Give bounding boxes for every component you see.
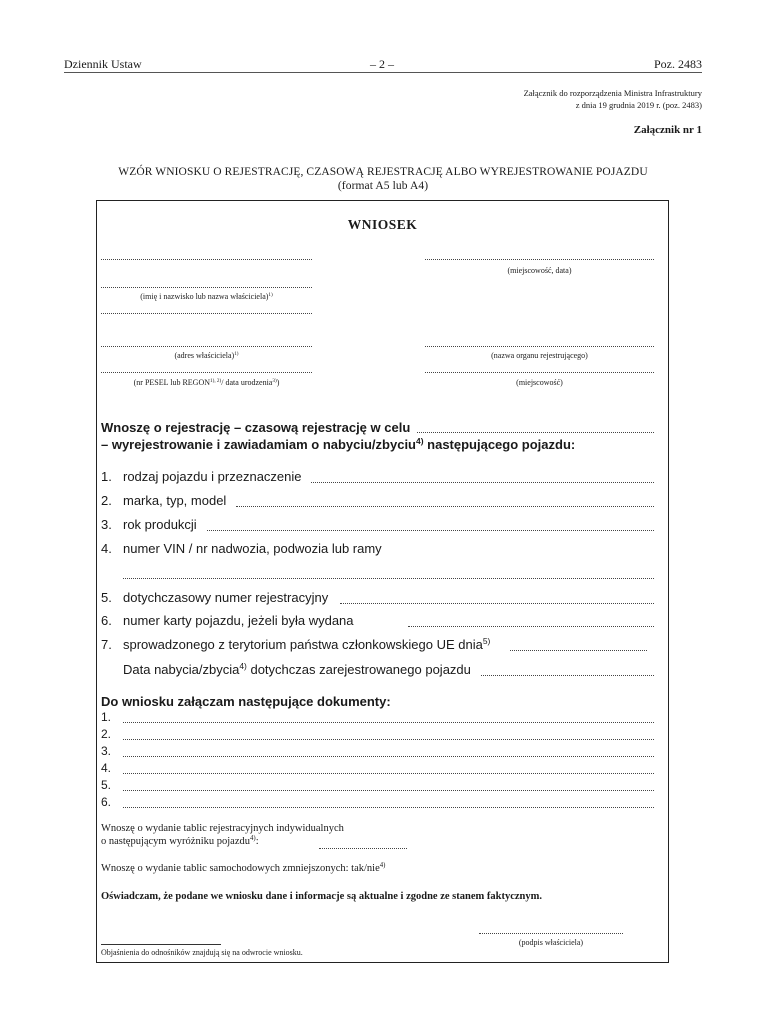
owner-name-line-1[interactable] [101, 259, 312, 260]
attachment-number: 1. [101, 710, 112, 724]
item-number: 1. [101, 469, 112, 484]
attachment-line-3[interactable] [123, 756, 654, 757]
purchase-date-label: Data nabycia/zbycia$^{4)}$ dotychczas zarejestrowanego pojazdu [123, 660, 471, 677]
item-number: 3. [101, 517, 112, 532]
owner-address-line-2[interactable] [101, 346, 312, 347]
attachment-number: 3. [101, 744, 112, 758]
annex-label: Załącznik nr 1 [633, 124, 702, 136]
owner-address-caption: (adres właściciela)$^{1)}$ [174, 350, 239, 360]
item-7-field[interactable] [510, 650, 647, 651]
item-label: sprowadzonego z terytorium państwa członkowskiego UE dnia$^{5)}$ [123, 635, 491, 652]
page-number: – 2 – [370, 57, 394, 71]
item-label: rodzaj pojazdu i przeznaczenie [123, 469, 302, 484]
item-4-field[interactable] [123, 578, 654, 579]
annex-note-line2: z dnia 19 grudnia 2019 r. (poz. 2483) [575, 100, 702, 110]
attachment-line-5[interactable] [123, 790, 654, 791]
attachment-number: 2. [101, 727, 112, 741]
item-5-field[interactable] [340, 603, 654, 604]
item-label: numer karty pojazdu, jeżeli była wydana [123, 613, 354, 628]
item-number: 2. [101, 493, 112, 508]
place-date-caption: (miejscowość, data) [507, 266, 572, 275]
plates-field[interactable] [319, 848, 407, 849]
item-1-field[interactable] [311, 482, 654, 483]
footnote-rule [101, 944, 221, 945]
attachment-number: 4. [101, 761, 112, 775]
attachment-line-2[interactable] [123, 739, 654, 740]
owner-address-line-1[interactable] [101, 313, 312, 314]
pesel-line[interactable] [101, 372, 312, 373]
place-date-line[interactable] [425, 259, 654, 260]
owner-name-caption: (imię i nazwisko lub nazwa właściciela)$^{1)}$ [140, 291, 273, 301]
request-purpose-line[interactable] [417, 432, 654, 433]
place-line[interactable] [425, 372, 654, 373]
form-heading: WNIOSEK [347, 217, 418, 232]
signature-caption: (podpis właściciela) [518, 938, 584, 947]
purchase-date-field[interactable] [481, 675, 654, 676]
form-format: (format A5 lub A4) [337, 180, 429, 192]
plates-line-2: o następującym wyróżniku pojazdu$^{4)}$: [101, 834, 259, 847]
item-label: marka, typ, model [123, 493, 227, 508]
authority-caption: (nazwa organu rejestrującego) [491, 351, 588, 360]
reduced-plates: Wnoszę o wydanie tablic samochodowych zmniejszonych: tak/nie$^{4)}$ [101, 861, 386, 874]
header-rule [64, 72, 702, 73]
attachment-line-6[interactable] [123, 807, 654, 808]
item-label: dotychczasowy numer rejestracyjny [123, 590, 329, 605]
attachment-number: 5. [101, 778, 112, 792]
request-line-1: Wnoszę o rejestrację – czasową rejestrację w celu [101, 420, 411, 435]
pesel-caption: (nr PESEL lub $REGON^{1), 2)}/$ data urodzenia$^{3)}$) [133, 377, 280, 387]
form-title: WZÓR WNIOSKU O REJESTRACJĘ, CZASOWĄ REJESTRACJĘ ALBO WYREJESTROWANIE POJAZDU [118, 166, 648, 178]
position-number: Poz. 2483 [654, 57, 702, 71]
authority-line[interactable] [425, 346, 654, 347]
attachment-number: 6. [101, 795, 112, 809]
owner-name-line-2[interactable] [101, 287, 312, 288]
item-6-field[interactable] [408, 626, 654, 627]
plates-line-1: Wnoszę o wydanie tablic rejestracyjnych indywidualnych [101, 823, 344, 834]
attachment-line-4[interactable] [123, 773, 654, 774]
declaration: Oświadczam, że podane we wniosku dane i informacje są aktualne i zgodne ze stanem faktycznym. [101, 891, 542, 902]
journal-name: Dziennik Ustaw [64, 57, 142, 71]
item-label: numer VIN / nr nadwozia, podwozia lub ramy [123, 541, 382, 556]
item-3-field[interactable] [207, 530, 654, 531]
place-caption: (miejscowość) [516, 378, 563, 387]
item-number: 4. [101, 541, 112, 556]
attachments-title: Do wniosku załączam następujące dokumenty: [101, 694, 391, 709]
item-number: 7. [101, 637, 112, 652]
item-number: 6. [101, 613, 112, 628]
signature-line[interactable] [479, 933, 623, 934]
request-line-2: – wyrejestrowanie i zawiadamiam o nabyciu/zbyciu$^{4)}$ następującego pojazdu: [101, 435, 576, 452]
item-2-field[interactable] [236, 506, 654, 507]
item-number: 5. [101, 590, 112, 605]
footnote: Objaśnienia do odnośników znajdują się na odwrocie wniosku. [101, 948, 303, 957]
annex-note-line1: Załącznik do rozporządzenia Ministra Infrastruktury [523, 88, 702, 98]
item-label: rok produkcji [123, 517, 197, 532]
attachment-line-1[interactable] [123, 722, 654, 723]
